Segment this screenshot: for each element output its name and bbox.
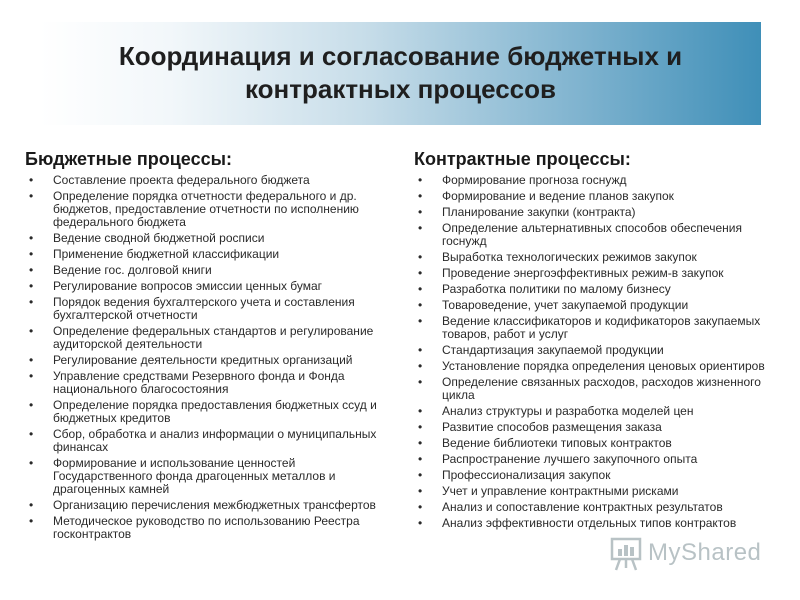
slide-title: Координация и согласование бюджетных и контрактных процессов — [118, 41, 683, 104]
bullet-icon: • — [29, 247, 34, 261]
list-item-text: Проведение энергоэффективных режим-в закупок — [442, 266, 724, 280]
list-item — [25, 428, 380, 454]
list-item — [25, 354, 380, 367]
list-item-text: Развитие способов размещения заказа — [442, 420, 662, 434]
list-item — [414, 453, 774, 466]
bullet-icon: • — [418, 420, 423, 434]
list-item — [414, 299, 774, 312]
list-item — [25, 248, 380, 261]
bullet-icon: • — [418, 375, 423, 389]
list-item — [25, 280, 380, 293]
bullet-icon: • — [29, 189, 34, 203]
list-item-text: Регулирование деятельности кредитных организаций — [53, 353, 353, 367]
bullet-icon: • — [418, 282, 423, 296]
list-item — [414, 376, 774, 402]
budget-processes-heading: Бюджетные процессы: — [25, 149, 232, 169]
list-item-text: Ведение гос. долговой книги — [53, 263, 212, 277]
list-item-text: Организацию перечисления межбюджетных трансфертов — [53, 498, 376, 512]
list-item — [414, 501, 774, 514]
bullet-icon: • — [29, 263, 34, 277]
list-item — [25, 457, 380, 496]
list-item — [414, 344, 774, 357]
list-item-text: Сбор, обработка и анализ информации о муниципальных финансах — [53, 427, 377, 454]
list-item-text: Определение порядка предоставления бюджетных ссуд и бюджетных кредитов — [53, 398, 377, 425]
bullet-icon: • — [418, 452, 423, 466]
bullet-icon: • — [29, 498, 34, 512]
list-item — [25, 190, 380, 229]
list-item-text: Ведение сводной бюджетной росписи — [53, 231, 265, 245]
list-item-text: Определение порядка отчетности федерального и др. бюджетов, предоставление отчетности по исполнению федерального бюджета — [53, 189, 359, 229]
list-item-text: Формирование и ведение планов закупок — [442, 189, 674, 203]
list-item — [414, 206, 774, 219]
bullet-icon: • — [418, 468, 423, 482]
list-item — [25, 296, 380, 322]
title-banner — [40, 22, 761, 125]
list-item — [414, 421, 774, 434]
list-item-text: Учет и управление контрактными рисками — [442, 484, 679, 498]
list-item — [25, 325, 380, 351]
bullet-icon: • — [29, 456, 34, 470]
list-item — [414, 174, 774, 187]
presentation-board-icon — [610, 536, 644, 572]
bullet-icon: • — [29, 353, 34, 367]
list-item — [25, 499, 380, 512]
list-item-text: Распространение лучшего закупочного опыта — [442, 452, 698, 466]
list-item-text: Применение бюджетной классификации — [53, 247, 280, 261]
bullet-icon: • — [29, 427, 34, 441]
bullet-icon: • — [418, 298, 423, 312]
list-item — [414, 469, 774, 482]
list-item-text: Выработка технологических режимов закупок — [442, 250, 697, 264]
list-item-text: Анализ структуры и разработка моделей цен — [442, 404, 694, 418]
list-item — [414, 190, 774, 203]
list-item-text: Определение связанных расходов, расходов жизненного цикла — [442, 375, 761, 402]
bullet-icon: • — [418, 189, 423, 203]
bullet-icon: • — [418, 314, 423, 328]
bullet-icon: • — [29, 295, 34, 309]
list-item — [25, 399, 380, 425]
list-item — [414, 517, 774, 530]
list-item-text: Регулирование вопросов эмиссии ценных бумаг — [53, 279, 323, 293]
bullet-icon: • — [29, 324, 34, 338]
list-item-text: Управление средствами Резервного фонда и Фонда национального благосостояния — [53, 369, 345, 396]
list-item-text: Порядок ведения бухгалтерского учета и составления бухгалтерской отчетности — [53, 295, 355, 322]
list-item-text: Формирование прогноза госнужд — [442, 173, 627, 187]
myshared-watermark — [610, 536, 780, 576]
budget-processes-column — [25, 148, 380, 544]
list-item — [25, 370, 380, 396]
list-item — [414, 405, 774, 418]
bullet-icon: • — [418, 359, 423, 373]
list-item-text: Ведение классификаторов и кодификаторов закупаемых товаров, работ и услуг — [442, 314, 761, 341]
bullet-icon: • — [418, 500, 423, 514]
list-item — [414, 437, 774, 450]
bullet-icon: • — [29, 369, 34, 383]
list-item-text: Разработка политики по малому бизнесу — [442, 282, 671, 296]
list-item-text: Методическое руководство по использованию Реестра госконтрактов — [53, 514, 360, 541]
bullet-icon: • — [418, 221, 423, 235]
bullet-icon: • — [418, 484, 423, 498]
list-item-text: Анализ и сопоставление контрактных результатов — [442, 500, 723, 514]
budget-processes-list — [25, 174, 380, 541]
bullet-icon: • — [418, 343, 423, 357]
list-item-text: Определение альтернативных способов обеспечения госнужд — [442, 221, 742, 248]
bullet-icon: • — [29, 279, 34, 293]
list-item — [414, 360, 774, 373]
list-item-text: Анализ эффективности отдельных типов контрактов — [442, 516, 737, 530]
bullet-icon: • — [29, 231, 34, 245]
bullet-icon: • — [418, 205, 423, 219]
list-item-text: Формирование и использование ценностей Государственного фонда драгоценных металлов и драгоценных камней — [53, 456, 336, 496]
bullet-icon: • — [418, 173, 423, 187]
contract-processes-heading: Контрактные процессы: — [414, 149, 631, 169]
list-item-text: Определение федеральных стандартов и регулирование аудиторской деятельности — [53, 324, 374, 351]
bullet-icon: • — [418, 266, 423, 280]
contract-processes-column — [414, 148, 774, 533]
list-item-text: Ведение библиотеки типовых контрактов — [442, 436, 672, 450]
bullet-icon: • — [418, 516, 423, 530]
list-item — [25, 515, 380, 541]
list-item — [414, 267, 774, 280]
list-item-text: Товароведение, учет закупаемой продукции — [442, 298, 689, 312]
list-item — [25, 232, 380, 245]
list-item — [414, 251, 774, 264]
list-item-text: Стандартизация закупаемой продукции — [442, 343, 664, 357]
list-item — [414, 315, 774, 341]
watermark-text: MyShared — [648, 539, 762, 566]
list-item — [414, 283, 774, 296]
list-item-text: Планирование закупки (контракта) — [442, 205, 636, 219]
contract-processes-list — [414, 174, 774, 530]
bullet-icon: • — [418, 250, 423, 264]
list-item — [414, 485, 774, 498]
bullet-icon: • — [29, 514, 34, 528]
bullet-icon: • — [418, 404, 423, 418]
list-item-text: Установление порядка определения ценовых ориентиров — [442, 359, 765, 373]
bullet-icon: • — [418, 436, 423, 450]
list-item — [25, 174, 380, 187]
list-item-text: Профессионализация закупок — [442, 468, 611, 482]
list-item — [414, 222, 774, 248]
list-item — [25, 264, 380, 277]
bullet-icon: • — [29, 398, 34, 412]
list-item-text: Составление проекта федерального бюджета — [53, 173, 310, 187]
bullet-icon: • — [29, 173, 34, 187]
